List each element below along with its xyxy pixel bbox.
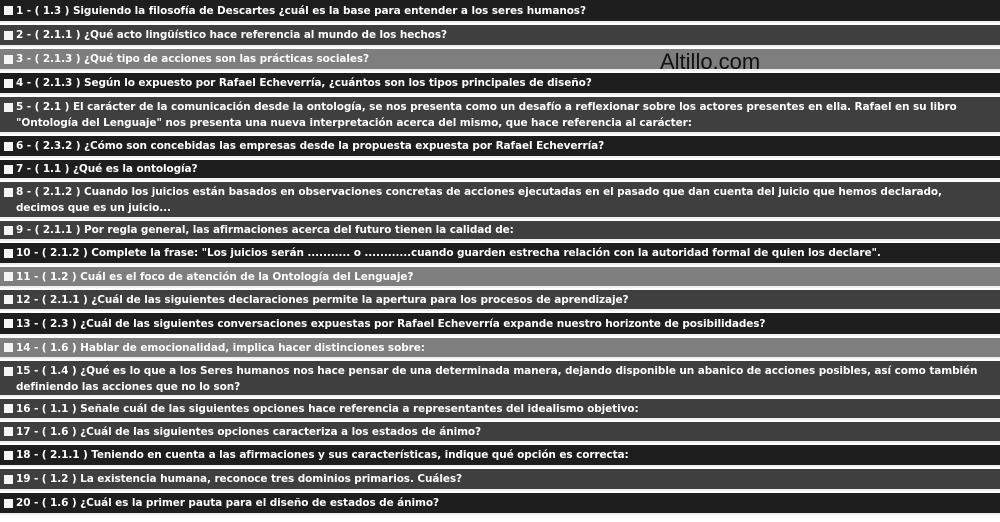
question-row-6[interactable] (0, 136, 1000, 158)
question-row-2[interactable] (0, 25, 1000, 47)
question-row-13[interactable] (0, 313, 1000, 336)
watermark: Altillo.com (660, 49, 761, 74)
question-row-12[interactable] (0, 290, 1000, 311)
checkbox-icon[interactable] (4, 404, 13, 413)
checkbox-icon[interactable] (4, 103, 13, 112)
checkbox-icon[interactable] (4, 55, 13, 64)
question-row-3[interactable] (0, 49, 1000, 71)
checkbox-icon[interactable] (4, 272, 13, 281)
question-text: 9 - ( 2.1.1 ) Por regla general, las afirmaciones acerca del futuro tienen la calidad de: (16, 224, 514, 236)
question-text: 16 - ( 1.1 ) Señale cuál de las siguientes opciones hace referencia a representantes del idealismo objetivo: (16, 402, 639, 415)
checkbox-icon[interactable] (4, 295, 13, 304)
question-row-11[interactable] (0, 267, 1000, 288)
checkbox-icon[interactable] (4, 319, 13, 328)
question-text: 13 - ( 2.3 ) ¿Cuál de las siguientes conversaciones expuestas por Rafael Echeverría expande nuestro horizonte de posibilidades? (16, 317, 766, 330)
checkbox-icon[interactable] (4, 427, 13, 436)
checkbox-icon[interactable] (4, 343, 13, 352)
question-row-5[interactable] (0, 97, 1000, 134)
question-text: 20 - ( 1.6 ) ¿Cuál es la primer pauta para el diseño de estados de ánimo? (16, 497, 439, 509)
checkbox-icon[interactable] (4, 188, 13, 197)
checkbox-icon[interactable] (4, 31, 13, 40)
question-row-17[interactable] (0, 422, 1000, 443)
question-row-10[interactable] (0, 243, 1000, 265)
question-text: 10 - ( 2.1.2 ) Complete la frase: "Los juicios serán ........... o ............cuando guarden estrecha relación con la autoridad formal de quien los declare". (16, 247, 881, 259)
checkbox-icon[interactable] (4, 165, 13, 174)
question-text: 19 - ( 1.2 ) La existencia humana, reconoce tres dominios primarios. Cuáles? (16, 473, 463, 485)
question-text: 6 - ( 2.3.2 ) ¿Cómo son concebidas las empresas desde la propuesta expuesta por Rafael Echeverría? (16, 140, 605, 152)
question-text: 8 - ( 2.1.2 ) Cuando los juicios están basados en observaciones concretas de acciones ejecutadas en el pasado que dan cuenta del juicio que hemos declarado, decimos que es un juicio... (16, 186, 942, 214)
question-row-7[interactable] (0, 160, 1000, 180)
question-text: 5 - ( 2.1 ) El carácter de la comunicación desde la ontología, se nos presenta como un desafío a reflexionar sobre los actores presentes en ella. Rafael en su libro "Ontología del Lenguaje" nos presenta una nueva interpretación acerca del mismo, que hace referencia al carácter: (16, 101, 957, 129)
question-row-4[interactable] (0, 73, 1000, 95)
question-text: 7 - ( 1.1 ) ¿Qué es la ontología? (16, 163, 198, 175)
question-row-19[interactable] (0, 469, 1000, 491)
question-text: 12 - ( 2.1.1 ) ¿Cuál de las siguientes declaraciones permite la apertura para los procesos de aprendizaje? (16, 293, 629, 306)
question-row-16[interactable] (0, 399, 1000, 420)
checkbox-icon[interactable] (4, 79, 13, 88)
checkbox-icon[interactable] (4, 367, 13, 376)
checkbox-icon[interactable] (4, 499, 13, 508)
checkbox-icon[interactable] (4, 142, 13, 151)
question-text: 18 - ( 2.1.1 ) Teniendo en cuenta a las afirmaciones y sus características, indique qué opción es correcta: (16, 449, 629, 461)
question-text: 4 - ( 2.1.3 ) Según lo expuesto por Rafael Echeverría, ¿cuántos son los tipos principales de diseño? (16, 77, 592, 89)
question-row-14[interactable] (0, 338, 1000, 359)
question-row-15[interactable] (0, 361, 1000, 397)
question-text: 15 - ( 1.4 ) ¿Qué es lo que a los Seres humanos nos hace pensar de una determinada manera, dejando disponible un abanico de acciones posibles, así como también definiendo las acciones que no lo son? (16, 365, 978, 393)
checkbox-icon[interactable] (4, 451, 13, 460)
question-row-18[interactable] (0, 445, 1000, 467)
question-row-1[interactable] (0, 0, 1000, 23)
question-text: 1 - ( 1.3 ) Siguiendo la filosofía de Descartes ¿cuál es la base para entender a los seres humanos? (16, 4, 586, 17)
checkbox-icon[interactable] (4, 475, 13, 484)
question-text: 14 - ( 1.6 ) Hablar de emocionalidad, implica hacer distinciones sobre: (16, 341, 425, 354)
question-text: 17 - ( 1.6 ) ¿Cuál de las siguientes opciones caracteriza a los estados de ánimo? (16, 425, 482, 438)
question-row-8[interactable] (0, 182, 1000, 219)
checkbox-icon[interactable] (4, 6, 13, 15)
question-row-20[interactable] (0, 493, 1000, 515)
question-text: 3 - ( 2.1.3 ) ¿Qué tipo de acciones son las prácticas sociales? (16, 53, 370, 65)
question-text: 2 - ( 2.1.1 ) ¿Qué acto lingüístico hace referencia al mundo de los hechos? (16, 29, 447, 41)
checkbox-icon[interactable] (4, 226, 13, 235)
checkbox-icon[interactable] (4, 249, 13, 258)
question-row-9[interactable] (0, 221, 1000, 241)
question-text: 11 - ( 1.2 ) Cuál es el foco de atención de la Ontología del Lenguaje? (16, 270, 414, 283)
